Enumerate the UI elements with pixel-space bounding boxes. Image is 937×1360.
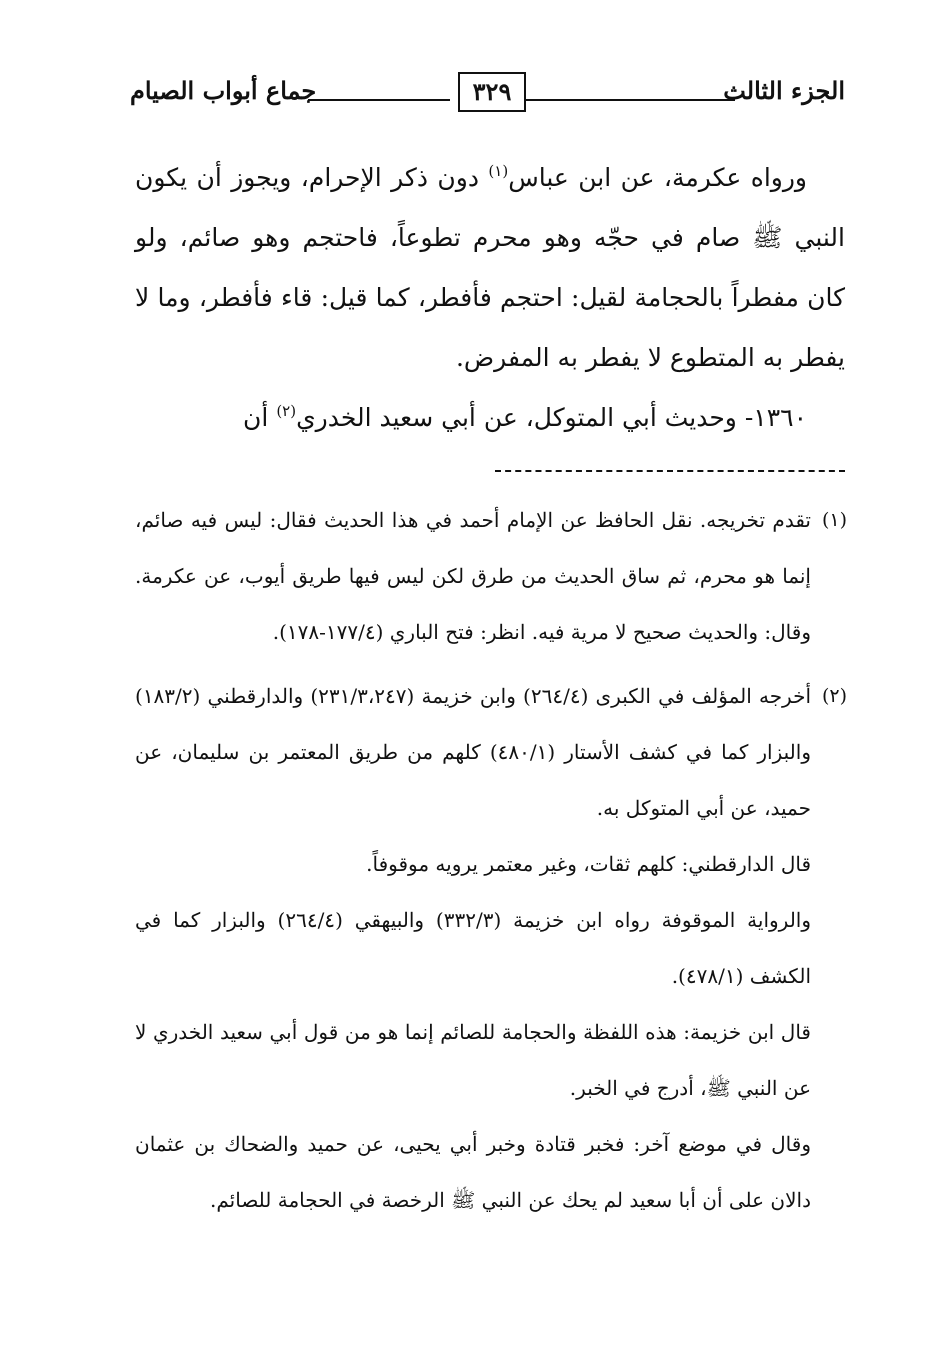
footnote-text: أخرجه المؤلف في الكبرى (٢٦٤/٤) وابن خزيمة (٢٣١/٣،٢٤٧) والدارقطني (١٨٣/٢) والبزار كما في كشف الأستار (٤٨٠/١) كلهم من طريق المعتمر بن سليمان، عن حميد، عن أبي المتوكل به.: [135, 684, 812, 820]
paragraph: [135, 388, 845, 448]
footnote-mark: (٢): [821, 685, 847, 707]
footnote-ref: (٢): [276, 402, 297, 420]
paragraph-text: دون ذكر الإحرام، ويجوز أن يكون النبي ﷺ صام في حجّه وهو محرم تطوعاً، فاحتجم وهو صائم، ولو كان مفطراً بالحجامة لقيل: احتجم فأفطر، كما قيل: قاء فأفطر، وما لا يفطر به المتطوع لا يفطر به المفرض.: [135, 163, 845, 372]
footnote-separator: [495, 470, 845, 472]
paragraph-text: ورواه عكرمة، عن ابن عباس: [508, 163, 808, 192]
footnote-text: والرواية الموقوفة رواه ابن خزيمة (٣٣٢/٣) والبيهقي (٢٦٤/٤) والبزار كما في الكشف (٤٧٨/١).: [135, 908, 811, 988]
footnote-text: قال الدارقطني: كلهم ثقات، وغير معتمر يرويه موقوفاً.: [366, 852, 811, 876]
footnotes: [135, 492, 847, 1236]
footnote-ref: (١): [488, 162, 509, 180]
part-title: الجزء الثالث: [723, 76, 845, 105]
footnote-text: قال ابن خزيمة: هذه اللفظة والحجامة للصائم إنما هو من قول أبي سعيد الخدري لا عن النبي ﷺ، أدرج في الخبر.: [135, 1020, 811, 1100]
footnote: [135, 668, 847, 1228]
footnote-text: تقدم تخريجه. نقل الحافظ عن الإمام أحمد في هذا الحديث فقال: ليس فيه صائم، إنما هو محرم، ثم ساق الحديث من طرق لكن ليس فيها طريق أيوب، عن عكرمة. وقال: والحديث صحيح لا مرية فيه. انظر: فتح الباري (١٧٧/٤-١٧٨).: [135, 508, 811, 644]
header-rule-left: [308, 99, 450, 101]
main-text: [135, 148, 845, 448]
header-rule-right: [520, 99, 735, 101]
chapter-title: جماع أبواب الصيام: [130, 76, 317, 105]
footnote-text: وقال في موضع آخر: فخبر قتادة وخبر أبي يحيى، عن حميد والضحاك بن عثمان دالان على أن أبا سعيد لم يحك عن النبي ﷺ الرخصة في الحجامة للصائم.: [135, 1132, 811, 1212]
running-header: [130, 70, 845, 120]
footnote-mark: (١): [821, 509, 847, 531]
paragraph-text: أن: [243, 403, 269, 432]
paragraph: [135, 148, 845, 388]
paragraph-text: ١٣٦٠- وحديث أبي المتوكل، عن أبي سعيد الخدري: [296, 403, 807, 432]
footnote: [135, 492, 847, 660]
page-number: ٣٢٩: [458, 72, 526, 112]
